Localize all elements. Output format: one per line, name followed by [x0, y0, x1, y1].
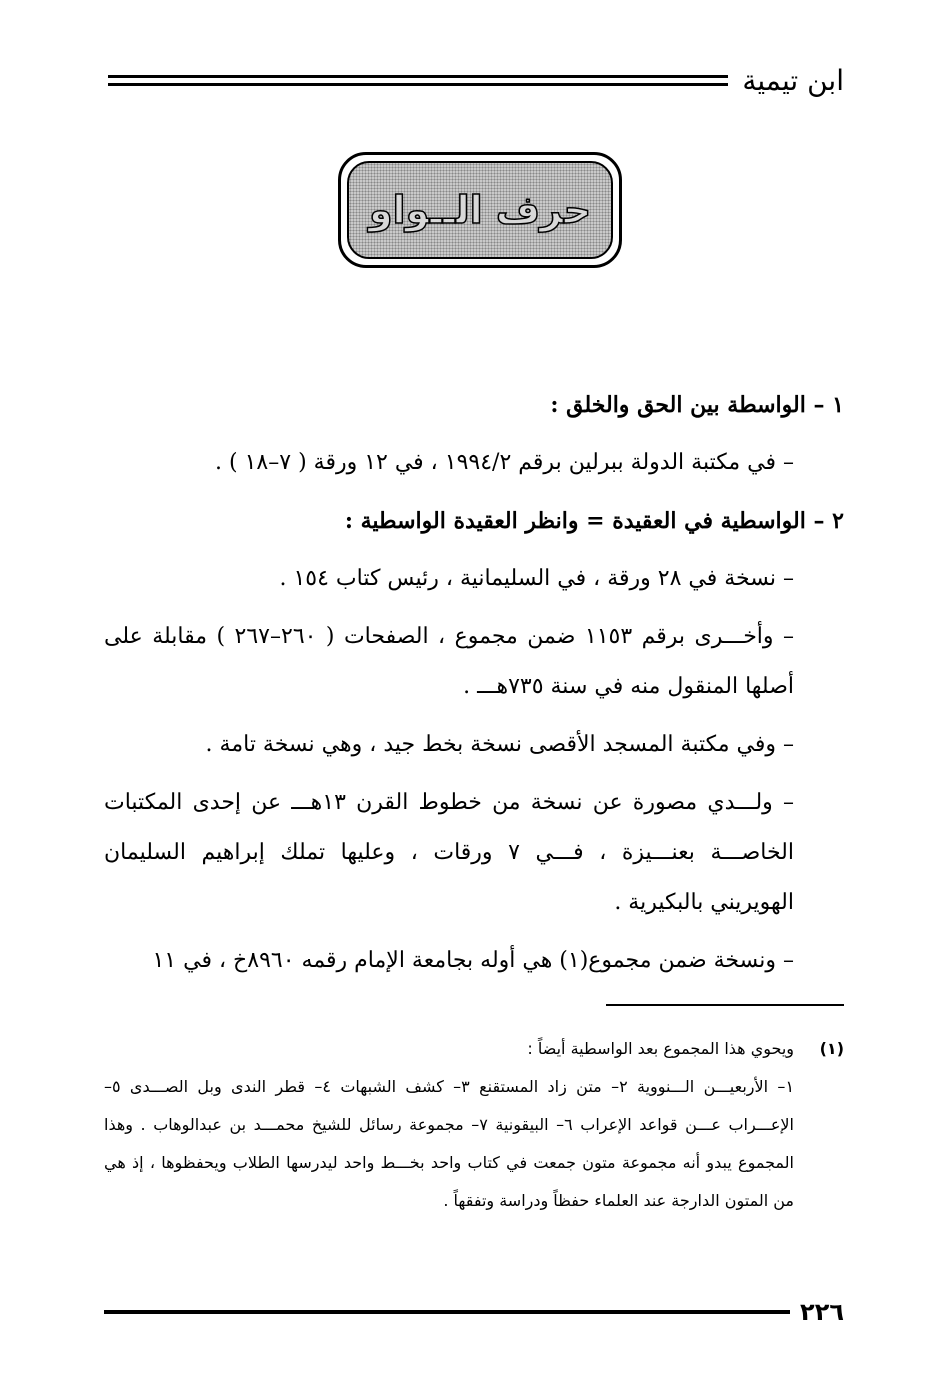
entry-item: – في مكتبة الدولة ببرلين برقم ١٩٩٤/٢ ، في ١٢ ورقة ( ٧–١٨ ) . — [215, 450, 794, 475]
entry-heading: ١ – الواسطة بين الحق والخلق : — [550, 392, 844, 418]
entry-item: – نسخة في ٢٨ ورقة ، في السليمانية ، رئيس كتاب ١٥٤ . — [279, 566, 794, 591]
entry-item: – ونسخة ضمن مجموع(١) هي أوله بجامعة الإمام رقمه ٨٩٦٠خ ، في ١١ — [152, 948, 794, 973]
page-number: ٢٢٦ — [800, 1298, 844, 1326]
chapter-title: حرف الــواو — [368, 188, 592, 232]
entry-item: – وفي مكتبة المسجد الأقصى نسخة بخط جيد ، وهي نسخة تامة . — [205, 732, 794, 757]
main-text — [104, 380, 844, 994]
entry-item: – ولـــدي مصورة عن نسخة من خطوط القرن ١٣هـــ عن إحدى المكتبات الخاصـــة بعنـــيزة ، فـــي ٧ ورقات ، وعليها تملك إبراهيم السليمان الهويريني بالبكيرية . — [104, 790, 794, 915]
footnote-list: ١– الأربعيـــن الـــنووية ٢– متن زاد المستقنع ٣– كشف الشبهات ٤– قطر الندى وبل الصـــدى ٥– الإعـــراب عـــن قواعد الإعراب ٦– البيقونية ٧– مجموعة رسائل للشيخ محمـــد بن عبدالوهاب . وهذا المجموع يبدو أنه مجموعة متون جمعت في كتاب واحد بخـــط واحد ليدرسها الطلاب ويحفظوها ، إذ هي من المتون الدارجة عند العلماء حفظاً ودراسة وتفقهاً . — [104, 1077, 795, 1210]
page-footer — [104, 1292, 844, 1332]
footnote — [104, 1030, 844, 1220]
entry-heading: ٢ – الواسطية في العقيدة = وانظر العقيدة الواسطية : — [344, 508, 844, 534]
footer-rule — [104, 1310, 790, 1314]
footnote-intro-line — [104, 1030, 844, 1068]
running-title: ابن تيمية — [742, 63, 844, 97]
header-rule — [108, 75, 728, 86]
footnote-separator — [606, 1004, 844, 1006]
chapter-title-box — [338, 152, 622, 268]
entry-item: – وأخـــرى برقم ١١٥٣ ضمن مجموع ، الصفحات ( ٢٦٠–٢٦٧ ) مقابلة على أصلها المنقول منه في سنة ٧٣٥هـــ . — [104, 624, 794, 699]
chapter-title-inner — [347, 161, 613, 259]
footnote-intro: ويحوي هذا المجموع بعد الواسطية أيضاً : — [527, 1039, 794, 1058]
page-header — [108, 56, 844, 104]
footnote-marker: (١) — [819, 1039, 844, 1058]
